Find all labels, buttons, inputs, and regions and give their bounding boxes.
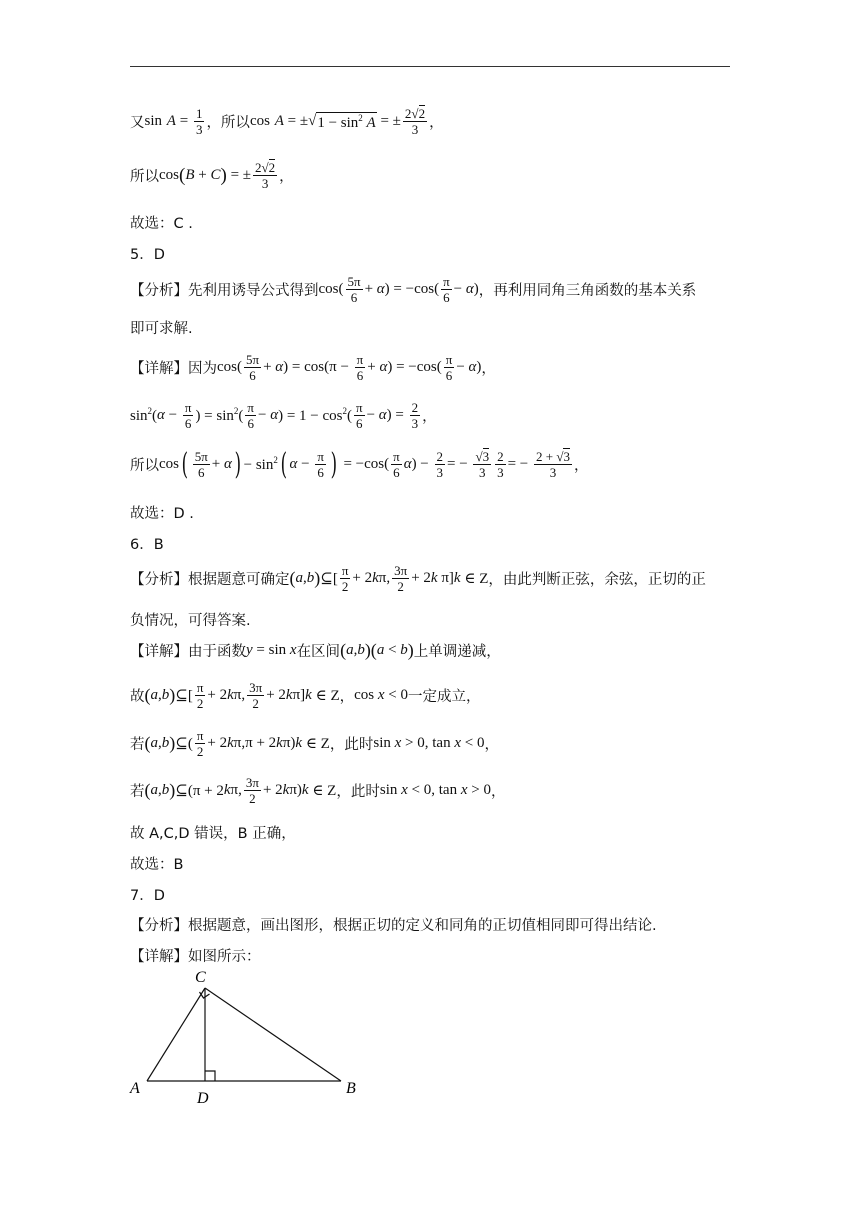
text-line-4: 5．D <box>130 247 165 263</box>
text-line-16: 若 ( a , b ) ⊆( $\frac{\pi}{2}$ + 2 k π,π + 2 k π) k ∈ Z ，此时 sin x > 0, tan x < 0 ， <box>130 728 499 759</box>
text-line-15: 故 ( a , b ) ⊆[ $\frac{\pi}{2}$ + 2 k π, $\frac{3\pi}{2}$ + 2 k π] k ∈ Z ， cos x < 0 一定成立， <box>130 680 481 711</box>
header-rule <box>130 66 730 67</box>
label-b: B <box>346 1080 356 1097</box>
text-line-3: 故选：C . <box>130 216 193 232</box>
text-line-10: 故选：D . <box>130 506 194 522</box>
text-line-22: 【详解】如图所示： <box>130 949 261 965</box>
text-line-20: 7．D <box>130 888 165 904</box>
text-line-6: 即可求解. <box>130 321 193 337</box>
triangle-diagram <box>125 962 375 1107</box>
text-line-17: 若 ( a , b ) ⊆(π + 2 k π, $\frac{3\pi}{2}$ + 2 k π) k ∈ Z ，此时 sin x < 0, tan x > 0 ， <box>130 775 506 806</box>
text-line-14: 【详解】由于函数 y = sin x 在区间 ( a , b )( a < b ) 上单调递减， <box>130 640 501 660</box>
label-d: D <box>197 1090 209 1107</box>
text-line-2: 所以 cos ( B + C ) = ± $\frac{2√2}{3}$ ， <box>130 160 294 191</box>
right-angle-mark-d <box>205 1071 215 1081</box>
side-cb <box>205 988 341 1081</box>
text-line-21: 【分析】根据题意，画出图形，根据正切的定义和同角的正切值相同即可得出结论. <box>130 918 657 934</box>
text-line-18: 故 A,C,D 错误，B 正确， <box>130 826 296 842</box>
text-line-12: 【分析】根据题意可确定 ( a , b ) ⊆[ $\frac{\pi}{2}$ + 2 k π, $\frac{3\pi}{2}$ + 2 k π] k ∈ Z ，由此判断正弦，余弦，正切的正 <box>130 563 706 594</box>
label-a: A <box>130 1080 140 1097</box>
text-line-11: 6．B <box>130 537 164 553</box>
text-line-1: 又 sin A = $\frac{1}{3}$ ，所以 cos A = ± √ $1 - \sin^2 A$ = ± $\frac{2√2}{3}$ ， <box>130 106 444 137</box>
text-line-5: 【分析】先利用诱导公式得到 cos( $\frac{5\pi}{6}$ + α ) = −cos( $\frac{\pi}{6}$ − α ) ，再利用同角三角函数的基本关系 <box>130 274 697 305</box>
text-line-19: 故选：B <box>130 857 184 873</box>
side-ac <box>147 988 205 1081</box>
text-line-7: 【详解】因为 cos( $\frac{5\pi}{6}$ + α ) = cos(π − $\frac{\pi}{6}$ + α ) = −cos( $\frac{\pi}{6}$ − α ) ， <box>130 352 496 383</box>
text-line-13: 负情况，可得答案. <box>130 613 251 629</box>
text-line-9: 所以 cos ( $\frac{5\pi}{6}$ + α ) − $\sin^2$ ( α − $\frac{\pi}{6}$ ) = −cos( $\frac{\pi}{6}$ α ) − $\frac{2}{3}$ = − $\frac{√3}{3}$ $\frac{2}{3}$ = − $\frac{2 + √3}{3}$ ， <box>130 446 589 482</box>
text-line-8: $\sin^2$( α − $\frac{\pi}{6}$ ) = $\sin^2$( $\frac{\pi}{6}$ − α ) = $1 - \cos^2$( $\frac{\pi}{6}$ − α ) = $\frac{2}{3}$ ， <box>130 400 437 431</box>
label-c: C <box>195 969 206 986</box>
